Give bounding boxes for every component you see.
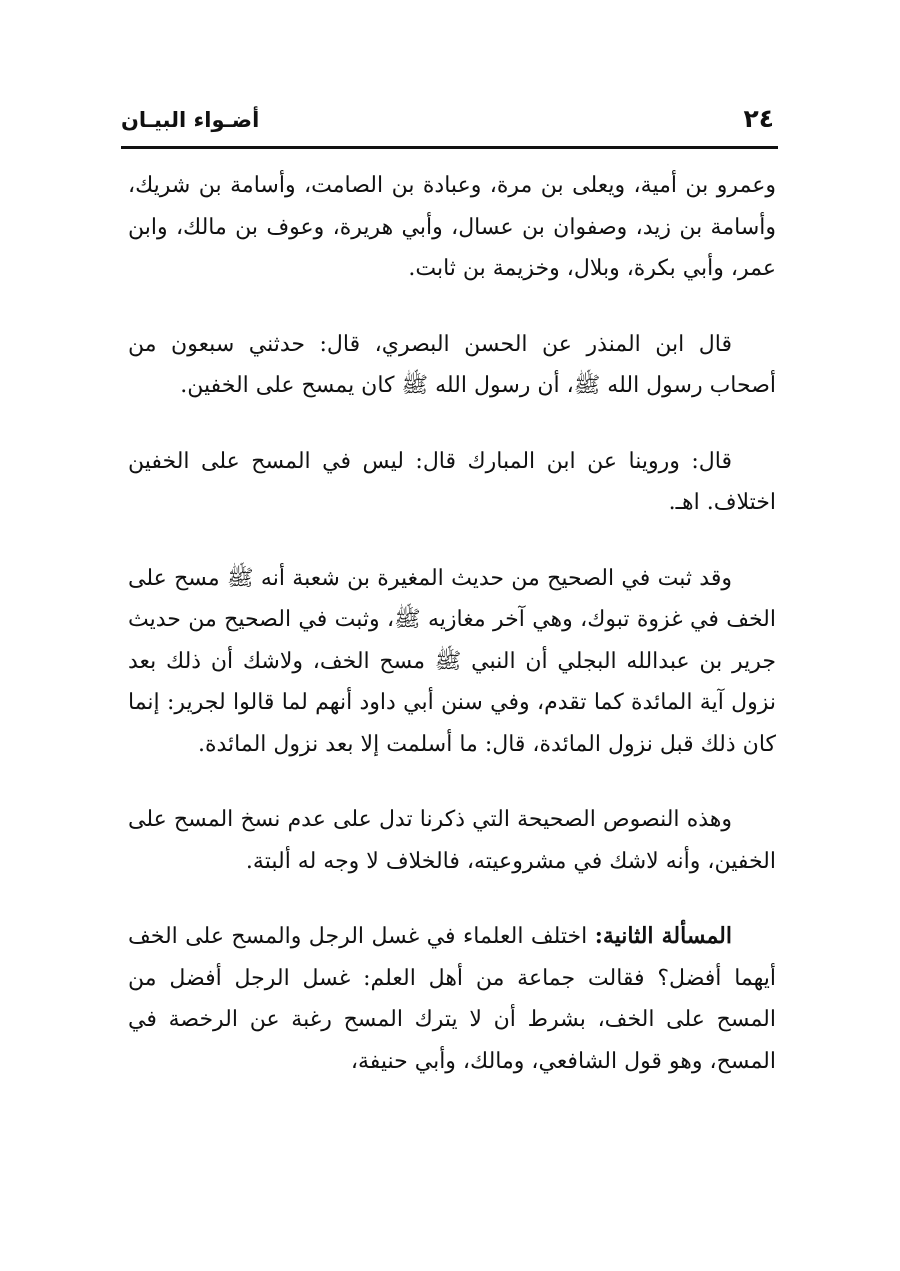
second-issue-heading: المسألة الثانية: — [594, 923, 732, 949]
page-number: ٢٤ — [743, 104, 774, 133]
paragraph-al-mughira-hadith: وقد ثبت في الصحيح من حديث المغيرة بن شعبة أنه ﷺ مسح على الخف في غزوة تبوك، وهي آخر مغازيه ﷺ، وثبت في الصحيح من حديث جرير بن عبدالله البجلي أن النبي ﷺ مسح الخف، ولاشك أن ذلك بعد نزول آية المائدة كما تقدم، وفي سنن أبي داود أنهم لما قالوا لجرير: إنما كان ذلك قبل نزول المائدة، قال: ما أسلمت إلا بعد نزول المائدة. — [128, 565, 776, 757]
paragraph-ibn-al-mundhir: قال ابن المنذر عن الحسن البصري، قال: حدثني سبعون من أصحاب رسول الله ﷺ، أن رسول الله ﷺ كان يمسح على الخفين. — [128, 331, 776, 398]
body-text — [128, 165, 776, 1082]
paragraph-no-abrogation: وهذه النصوص الصحيحة التي ذكرنا تدل على عدم نسخ المسح على الخفين، وأنه لاشك في مشروعيته، فالخلاف لا وجه له ألبتة. — [128, 807, 776, 874]
running-header — [121, 104, 778, 144]
paragraph-ibn-al-mubarak: قال: وروينا عن ابن المبارك قال: ليس في المسح على الخفين اختلاف. اهـ. — [128, 448, 776, 515]
paragraph-second-issue — [128, 916, 776, 1082]
second-issue-text: اختلف العلماء في غسل الرجل والمسح على الخف أيهما أفضل؟ فقالت جماعة من أهل العلم: غسل الرجل أفضل من المسح على الخف، بشرط أن لا يترك المسح رغبة عن الرخصة في المسح، وهو قول الشافعي، ومالك، وأبي حنيفة، — [128, 924, 776, 1074]
header-rule — [121, 146, 778, 149]
book-title: أضـواء البيـان — [121, 108, 260, 132]
paragraph-companions-list: وعمرو بن أمية، ويعلى بن مرة، وعبادة بن الصامت، وأسامة بن شريك، وأسامة بن زيد، وصفوان بن عسال، وأبي هريرة، وعوف بن مالك، وابن عمر، وأبي بكرة، وبلال، وخزيمة بن ثابت. — [128, 173, 776, 281]
